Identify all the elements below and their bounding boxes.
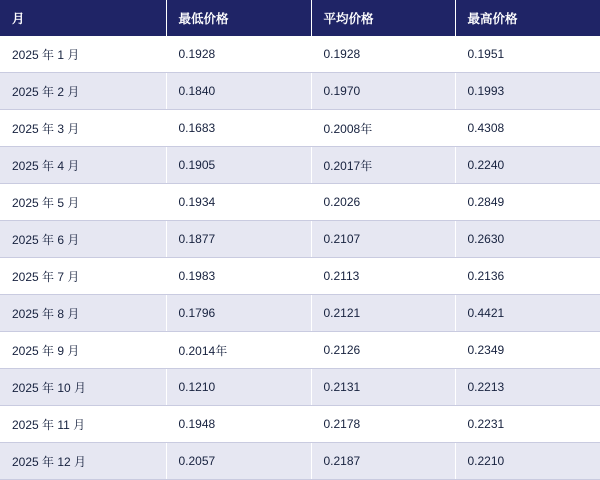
cell-high: 0.2231	[455, 406, 600, 443]
cell-month: 2025 年 3 月	[0, 110, 166, 147]
cell-low: 0.1948	[166, 406, 311, 443]
table-row	[0, 332, 600, 369]
cell-month: 2025 年 9 月	[0, 332, 166, 369]
cell-avg: 0.2121	[311, 295, 455, 332]
cell-high: 0.2240	[455, 147, 600, 184]
cell-avg: 0.2107	[311, 221, 455, 258]
column-header-average-price: 平均价格	[311, 0, 455, 36]
table-body	[0, 36, 600, 480]
cell-month: 2025 年 12 月	[0, 443, 166, 480]
table-row	[0, 369, 600, 406]
table-row	[0, 110, 600, 147]
cell-low: 0.1840	[166, 73, 311, 110]
table-row	[0, 184, 600, 221]
cell-low: 0.1934	[166, 184, 311, 221]
column-header-month: 月	[0, 0, 166, 36]
cell-high: 0.2136	[455, 258, 600, 295]
table-row	[0, 36, 600, 73]
cell-avg: 0.2008年	[311, 110, 455, 147]
cell-avg: 0.1928	[311, 36, 455, 73]
cell-low: 0.1683	[166, 110, 311, 147]
cell-avg: 0.2026	[311, 184, 455, 221]
cell-high: 0.2213	[455, 369, 600, 406]
cell-high: 0.2630	[455, 221, 600, 258]
cell-month: 2025 年 7 月	[0, 258, 166, 295]
table-row	[0, 258, 600, 295]
cell-low: 0.1928	[166, 36, 311, 73]
table-row	[0, 406, 600, 443]
table-header-row	[0, 0, 600, 36]
cell-avg: 0.2017年	[311, 147, 455, 184]
cell-low: 0.1877	[166, 221, 311, 258]
cell-month: 2025 年 8 月	[0, 295, 166, 332]
cell-month: 2025 年 6 月	[0, 221, 166, 258]
cell-low: 0.2014年	[166, 332, 311, 369]
cell-low: 0.1210	[166, 369, 311, 406]
cell-avg: 0.2178	[311, 406, 455, 443]
cell-month: 2025 年 4 月	[0, 147, 166, 184]
cell-low: 0.1905	[166, 147, 311, 184]
cell-low: 0.1983	[166, 258, 311, 295]
table-row	[0, 147, 600, 184]
cell-high: 0.2849	[455, 184, 600, 221]
table-row	[0, 295, 600, 332]
cell-high: 0.1951	[455, 36, 600, 73]
column-header-high-price: 最高价格	[455, 0, 600, 36]
cell-high: 0.1993	[455, 73, 600, 110]
table-row	[0, 443, 600, 480]
cell-avg: 0.1970	[311, 73, 455, 110]
cell-high: 0.2210	[455, 443, 600, 480]
column-header-low-price: 最低价格	[166, 0, 311, 36]
cell-month: 2025 年 10 月	[0, 369, 166, 406]
cell-high: 0.4421	[455, 295, 600, 332]
cell-low: 0.1796	[166, 295, 311, 332]
cell-high: 0.4308	[455, 110, 600, 147]
cell-avg: 0.2131	[311, 369, 455, 406]
cell-avg: 0.2126	[311, 332, 455, 369]
cell-low: 0.2057	[166, 443, 311, 480]
cell-high: 0.2349	[455, 332, 600, 369]
table-row	[0, 73, 600, 110]
table-header	[0, 0, 600, 36]
cell-avg: 0.2187	[311, 443, 455, 480]
cell-month: 2025 年 5 月	[0, 184, 166, 221]
cell-month: 2025 年 1 月	[0, 36, 166, 73]
cell-avg: 0.2113	[311, 258, 455, 295]
table-row	[0, 221, 600, 258]
cell-month: 2025 年 11 月	[0, 406, 166, 443]
cell-month: 2025 年 2 月	[0, 73, 166, 110]
